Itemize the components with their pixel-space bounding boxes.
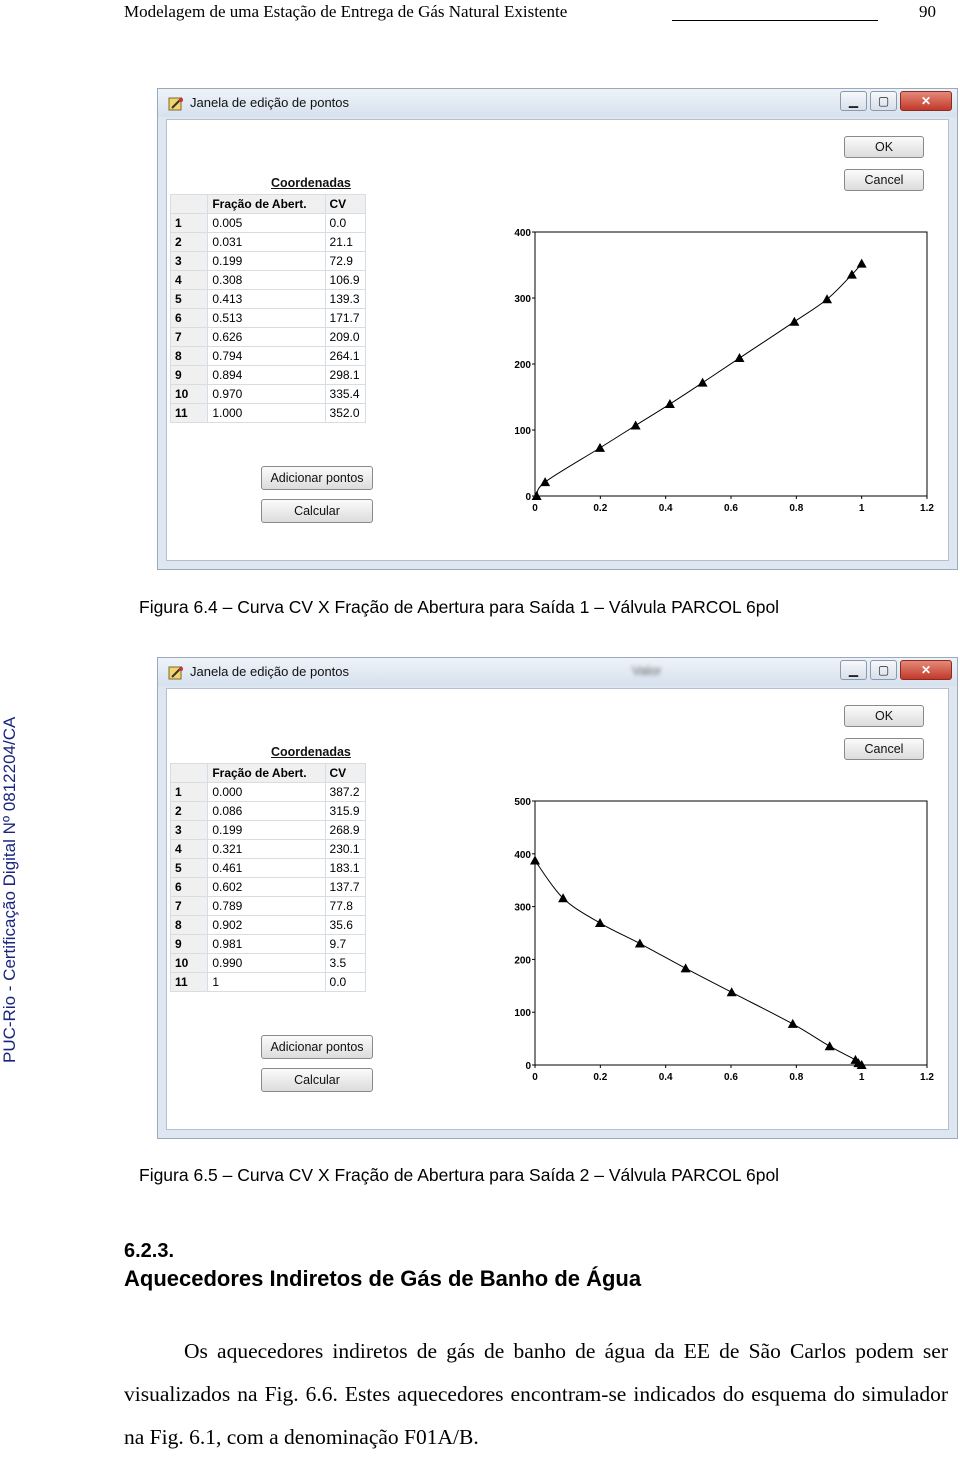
close-button[interactable] [900, 91, 952, 111]
minimize-icon: ▁ [848, 663, 859, 677]
row-number: 7 [171, 897, 208, 916]
maximize-icon: ▢ [877, 663, 890, 677]
table-row[interactable] [171, 366, 366, 385]
column-header-fraction[interactable]: Fração de Abert. [208, 764, 325, 783]
cv-cell[interactable]: 35.6 [325, 916, 365, 935]
maximize-button[interactable] [870, 660, 897, 680]
x-tick-label: 0 [532, 503, 538, 514]
client-area [166, 119, 949, 561]
cv-cell[interactable]: 268.9 [325, 821, 365, 840]
cv-cell[interactable]: 9.7 [325, 935, 365, 954]
coordinates-title: Coordenadas [271, 745, 351, 759]
row-number: 9 [171, 366, 208, 385]
table-row[interactable] [171, 802, 366, 821]
x-tick-label: 1.2 [920, 1072, 934, 1083]
cv-cell[interactable]: 230.1 [325, 840, 365, 859]
table-row[interactable] [171, 290, 366, 309]
x-tick-label: 0.4 [658, 503, 673, 514]
x-tick-label: 0.6 [724, 1072, 738, 1083]
header-title: Modelagem de uma Estação de Entrega de Gás Natural Existente [124, 2, 568, 21]
row-number: 11 [171, 973, 208, 992]
row-number: 2 [171, 802, 208, 821]
cv-cell[interactable]: 298.1 [325, 366, 365, 385]
calculate-button[interactable]: Calcular [261, 1068, 373, 1092]
maximize-icon: ▢ [877, 94, 890, 108]
cv-cell[interactable]: 209.0 [325, 328, 365, 347]
table-row[interactable] [171, 385, 366, 404]
row-number: 1 [171, 214, 208, 233]
row-number: 6 [171, 309, 208, 328]
cancel-button[interactable]: Cancel [844, 738, 924, 760]
cv-cell[interactable]: 72.9 [325, 252, 365, 271]
window-title: Janela de edição de pontos [190, 95, 350, 110]
x-tick-label: 1 [858, 503, 865, 514]
row-number: 11 [171, 404, 208, 423]
fraction-cell[interactable]: 0.794 [208, 347, 325, 366]
fraction-cell[interactable]: 0.461 [208, 859, 325, 878]
add-points-button[interactable]: Adicionar pontos [261, 1035, 373, 1059]
y-tick-label: 200 [514, 360, 531, 371]
cv-cell[interactable]: 106.9 [325, 271, 365, 290]
row-number: 3 [171, 821, 208, 840]
table-row[interactable] [171, 783, 366, 802]
column-header-fraction[interactable]: Fração de Abert. [208, 195, 325, 214]
y-tick-label: 0 [525, 492, 531, 503]
table-row[interactable] [171, 252, 366, 271]
y-tick-label: 200 [514, 955, 531, 967]
row-number: 7 [171, 328, 208, 347]
cv-cell[interactable]: 21.1 [325, 233, 365, 252]
table-row[interactable] [171, 935, 366, 954]
x-tick-label: 0.2 [593, 1072, 608, 1083]
row-number: 5 [171, 290, 208, 309]
table-row[interactable] [171, 973, 366, 992]
minimize-icon: ▁ [848, 94, 859, 108]
row-number: 4 [171, 840, 208, 859]
app-icon [168, 665, 185, 681]
table-row[interactable] [171, 214, 366, 233]
fraction-cell[interactable]: 0.626 [208, 328, 325, 347]
page-number: 90 [919, 2, 936, 21]
maximize-button[interactable] [870, 91, 897, 111]
cv-cell[interactable]: 352.0 [325, 404, 365, 423]
cv-chart-1 [497, 180, 937, 540]
fraction-cell[interactable]: 0.894 [208, 366, 325, 385]
minimize-button[interactable] [840, 91, 867, 111]
fraction-cell[interactable]: 1.000 [208, 404, 325, 423]
fraction-cell[interactable]: 0.990 [208, 954, 325, 973]
table-row[interactable] [171, 859, 366, 878]
fraction-cell[interactable]: 0.199 [208, 821, 325, 840]
cancel-button[interactable]: Cancel [844, 169, 924, 191]
app-icon [168, 96, 185, 112]
coordinates-title: Coordenadas [271, 176, 351, 190]
fraction-cell[interactable]: 0.005 [208, 214, 325, 233]
cv-cell[interactable]: 315.9 [325, 802, 365, 821]
x-tick-label: 1.2 [920, 503, 934, 514]
table-row[interactable] [171, 328, 366, 347]
y-tick-label: 0 [525, 1061, 531, 1072]
client-area [166, 688, 949, 1130]
x-tick-label: 0.8 [789, 1072, 804, 1083]
cv-cell[interactable]: 335.4 [325, 385, 365, 404]
x-tick-label: 1 [858, 1072, 865, 1083]
fraction-cell[interactable]: 0.789 [208, 897, 325, 916]
blurred-title-label: Valor [632, 663, 662, 678]
y-tick-label: 300 [514, 294, 531, 305]
fraction-cell[interactable]: 0.199 [208, 252, 325, 271]
row-number: 6 [171, 878, 208, 897]
table-row[interactable] [171, 878, 366, 897]
close-button[interactable] [900, 660, 952, 680]
cv-cell[interactable]: 387.2 [325, 783, 365, 802]
coordinates-table [170, 763, 366, 992]
running-header [124, 0, 936, 30]
fraction-cell[interactable]: 0.970 [208, 385, 325, 404]
point-editor-window-1 [157, 88, 958, 570]
coordinates-table [170, 194, 366, 423]
row-number: 5 [171, 859, 208, 878]
cv-cell[interactable]: 77.8 [325, 897, 365, 916]
x-tick-label: 0.8 [789, 503, 804, 514]
ok-button[interactable]: OK [844, 136, 924, 158]
calculate-button[interactable]: Calcular [261, 499, 373, 523]
fraction-cell[interactable]: 0.000 [208, 783, 325, 802]
point-editor-window-2 [157, 657, 958, 1139]
y-tick-label: 300 [514, 902, 531, 914]
table-row[interactable] [171, 954, 366, 973]
row-number: 10 [171, 954, 208, 973]
cv-cell[interactable]: 137.7 [325, 878, 365, 897]
titlebar[interactable] [158, 89, 957, 117]
cv-cell[interactable]: 0.0 [325, 214, 365, 233]
y-tick-label: 400 [514, 228, 531, 239]
fraction-cell[interactable]: 0.602 [208, 878, 325, 897]
close-icon: ✕ [920, 663, 932, 677]
table-row[interactable] [171, 309, 366, 328]
row-number: 8 [171, 347, 208, 366]
add-points-button[interactable]: Adicionar pontos [261, 466, 373, 490]
cv-cell[interactable]: 3.5 [325, 954, 365, 973]
row-number: 9 [171, 935, 208, 954]
column-header-cv[interactable]: CV [325, 764, 365, 783]
fraction-cell[interactable]: 0.981 [208, 935, 325, 954]
y-tick-label: 400 [514, 849, 531, 861]
figure-caption-1: Figura 6.4 – Curva CV X Fração de Abertura para Saída 1 – Válvula PARCOL 6pol [139, 597, 780, 617]
x-tick-label: 0.6 [724, 503, 738, 514]
x-tick-label: 0.4 [658, 1072, 673, 1083]
cv-cell[interactable]: 0.0 [325, 973, 365, 992]
cv-cell[interactable]: 183.1 [325, 859, 365, 878]
table-row[interactable] [171, 233, 366, 252]
x-tick-label: 0 [532, 1072, 538, 1083]
row-number: 8 [171, 916, 208, 935]
figure-caption-2: Figura 6.5 – Curva CV X Fração de Abertura para Saída 2 – Válvula PARCOL 6pol [139, 1165, 780, 1185]
fraction-cell[interactable]: 0.308 [208, 271, 325, 290]
row-number: 3 [171, 252, 208, 271]
row-number: 2 [171, 233, 208, 252]
section-number: 6.2.3. [124, 1240, 175, 1262]
table-row[interactable] [171, 271, 366, 290]
table-row[interactable] [171, 347, 366, 366]
ok-button[interactable]: OK [844, 705, 924, 727]
fraction-cell[interactable]: 0.031 [208, 233, 325, 252]
row-number: 4 [171, 271, 208, 290]
y-tick-label: 100 [514, 1008, 531, 1020]
side-watermark: PUC-Rio - Certificação Digital Nº 0812204/CA [0, 716, 19, 1063]
table-row[interactable] [171, 404, 366, 423]
table-row[interactable] [171, 840, 366, 859]
body-paragraph: Os aquecedores indiretos de gás de banho de água da EE de São Carlos podem ser visualizados na Fig. 6.6. Estes aquecedores encontram-se indicados do esquema do simulador na Fig. 6.1, com a denominação F01A/B. [124, 1339, 948, 1449]
y-tick-label: 100 [514, 426, 531, 437]
fraction-cell[interactable]: 0.413 [208, 290, 325, 309]
y-tick-label: 500 [514, 797, 531, 808]
cv-chart-2 [497, 749, 937, 1109]
close-icon: ✕ [920, 94, 932, 108]
row-number: 1 [171, 783, 208, 802]
x-tick-label: 0.2 [593, 503, 608, 514]
corner-cell [171, 764, 208, 783]
minimize-button[interactable] [840, 660, 867, 680]
row-number: 10 [171, 385, 208, 404]
cv-cell[interactable]: 264.1 [325, 347, 365, 366]
fraction-cell[interactable]: 0.321 [208, 840, 325, 859]
plot-frame [535, 801, 927, 1065]
window-title: Janela de edição de pontos [190, 664, 350, 679]
cv-cell[interactable]: 171.7 [325, 309, 365, 328]
header-rule [672, 20, 878, 21]
section-title: Aquecedores Indiretos de Gás de Banho de Água [124, 1266, 642, 1291]
table-row[interactable] [171, 897, 366, 916]
fraction-cell[interactable]: 1 [208, 973, 325, 992]
column-header-cv[interactable]: CV [325, 195, 365, 214]
table-row[interactable] [171, 916, 366, 935]
cv-cell[interactable]: 139.3 [325, 290, 365, 309]
fraction-cell[interactable]: 0.086 [208, 802, 325, 821]
table-row[interactable] [171, 821, 366, 840]
titlebar[interactable] [158, 658, 957, 686]
fraction-cell[interactable]: 0.513 [208, 309, 325, 328]
corner-cell [171, 195, 208, 214]
fraction-cell[interactable]: 0.902 [208, 916, 325, 935]
